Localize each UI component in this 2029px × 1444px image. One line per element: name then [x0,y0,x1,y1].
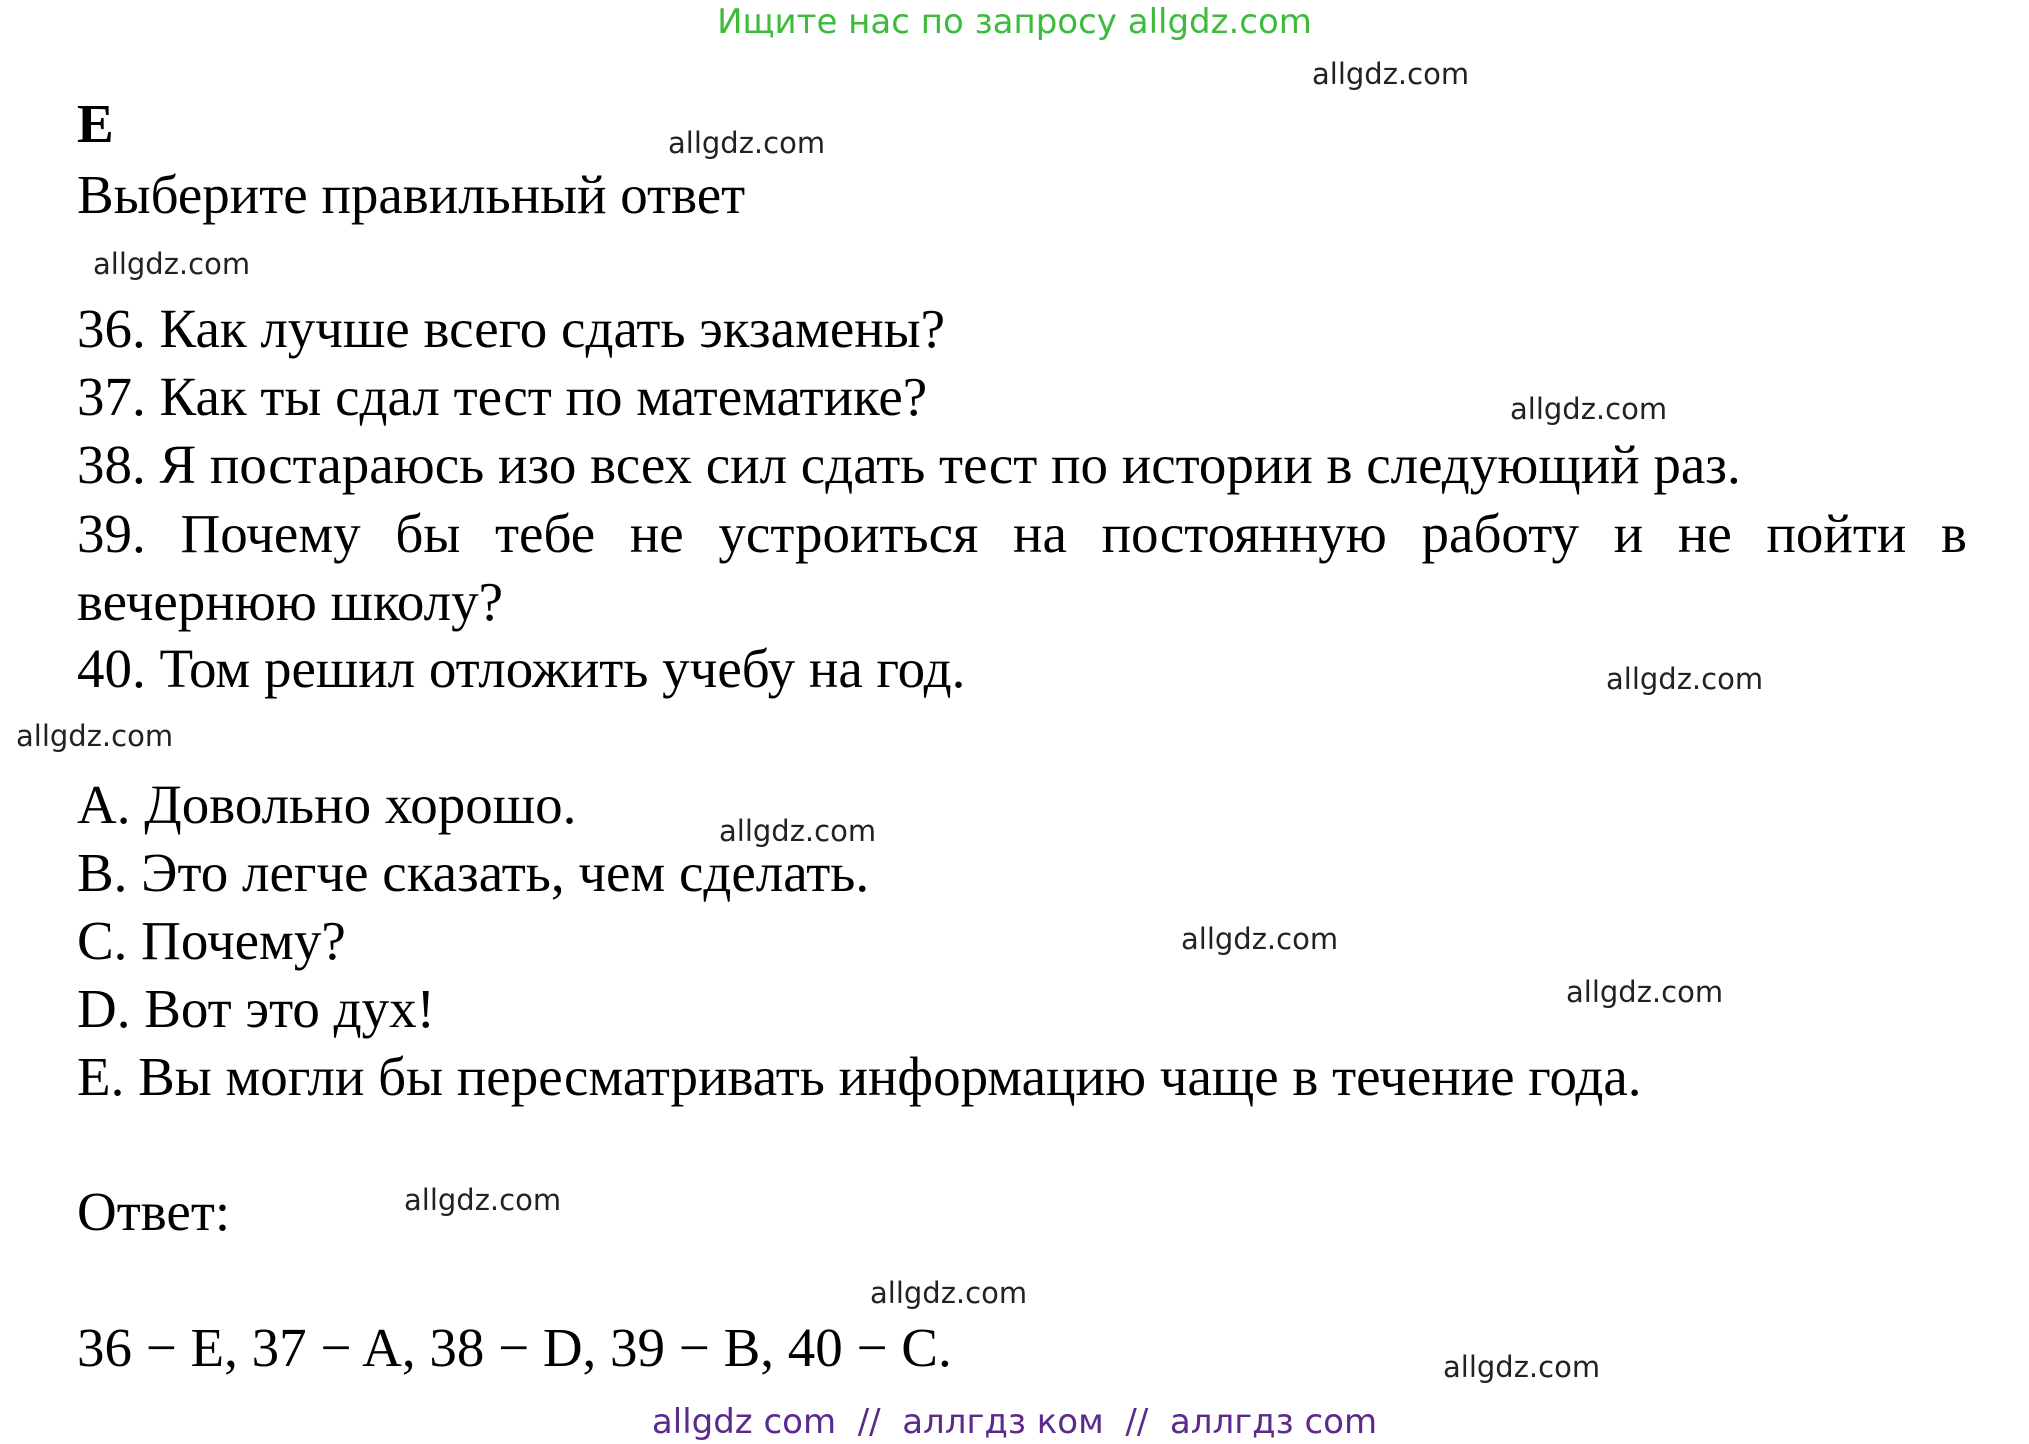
footer-link-allgdz-mixed[interactable]: аллгдз com [1169,1402,1378,1442]
instruction-text: Выберите правильный ответ [77,164,746,225]
watermark: allgdz.com [1606,662,1764,696]
footer-links [0,1400,2029,1444]
option-c: C. Почему? [77,910,346,971]
footer-separator: // [1103,1402,1170,1442]
question-39: 39. Почему бы тебе не устроиться на постоянную работу и не пойти в вечернюю школу? [77,503,1967,632]
watermark: allgdz.com [1510,392,1668,426]
footer-link-allgdz[interactable]: allgdz com [651,1402,837,1442]
option-e: E. Вы могли бы пересматривать информацию чаще в течение года. [77,1046,1642,1107]
watermark: allgdz.com [668,126,826,160]
footer-separator: // [836,1402,903,1442]
watermark: allgdz.com [719,814,877,848]
banner-text: Ищите нас по запросу allgdz.com [717,2,1312,42]
question-40: 40. Том решил отложить учебу на год. [77,638,966,699]
footer-link-allgdz-ru[interactable]: аллгдз ком [902,1402,1104,1442]
watermark: allgdz.com [1566,975,1724,1009]
watermark: allgdz.com [1443,1350,1601,1384]
option-d: D. Вот это дух! [77,978,435,1039]
watermark: allgdz.com [93,247,251,281]
search-banner [0,0,2029,44]
answer-value: 36 − E, 37 − A, 38 − D, 39 − B, 40 − C. [77,1317,952,1378]
watermark: allgdz.com [404,1183,562,1217]
option-b: B. Это легче сказать, чем сделать. [77,842,870,903]
question-38: 38. Я постараюсь изо всех сил сдать тест по истории в следующий раз. [77,434,1741,495]
option-a: A. Довольно хорошо. [77,774,577,835]
section-letter: E [77,93,114,154]
question-36: 36. Как лучше всего сдать экзамены? [77,298,946,359]
watermark: allgdz.com [870,1276,1028,1310]
watermark: allgdz.com [16,719,174,753]
question-37: 37. Как ты сдал тест по математике? [77,366,928,427]
watermark: allgdz.com [1312,57,1470,91]
answer-label: Ответ: [77,1181,231,1242]
watermark: allgdz.com [1181,922,1339,956]
